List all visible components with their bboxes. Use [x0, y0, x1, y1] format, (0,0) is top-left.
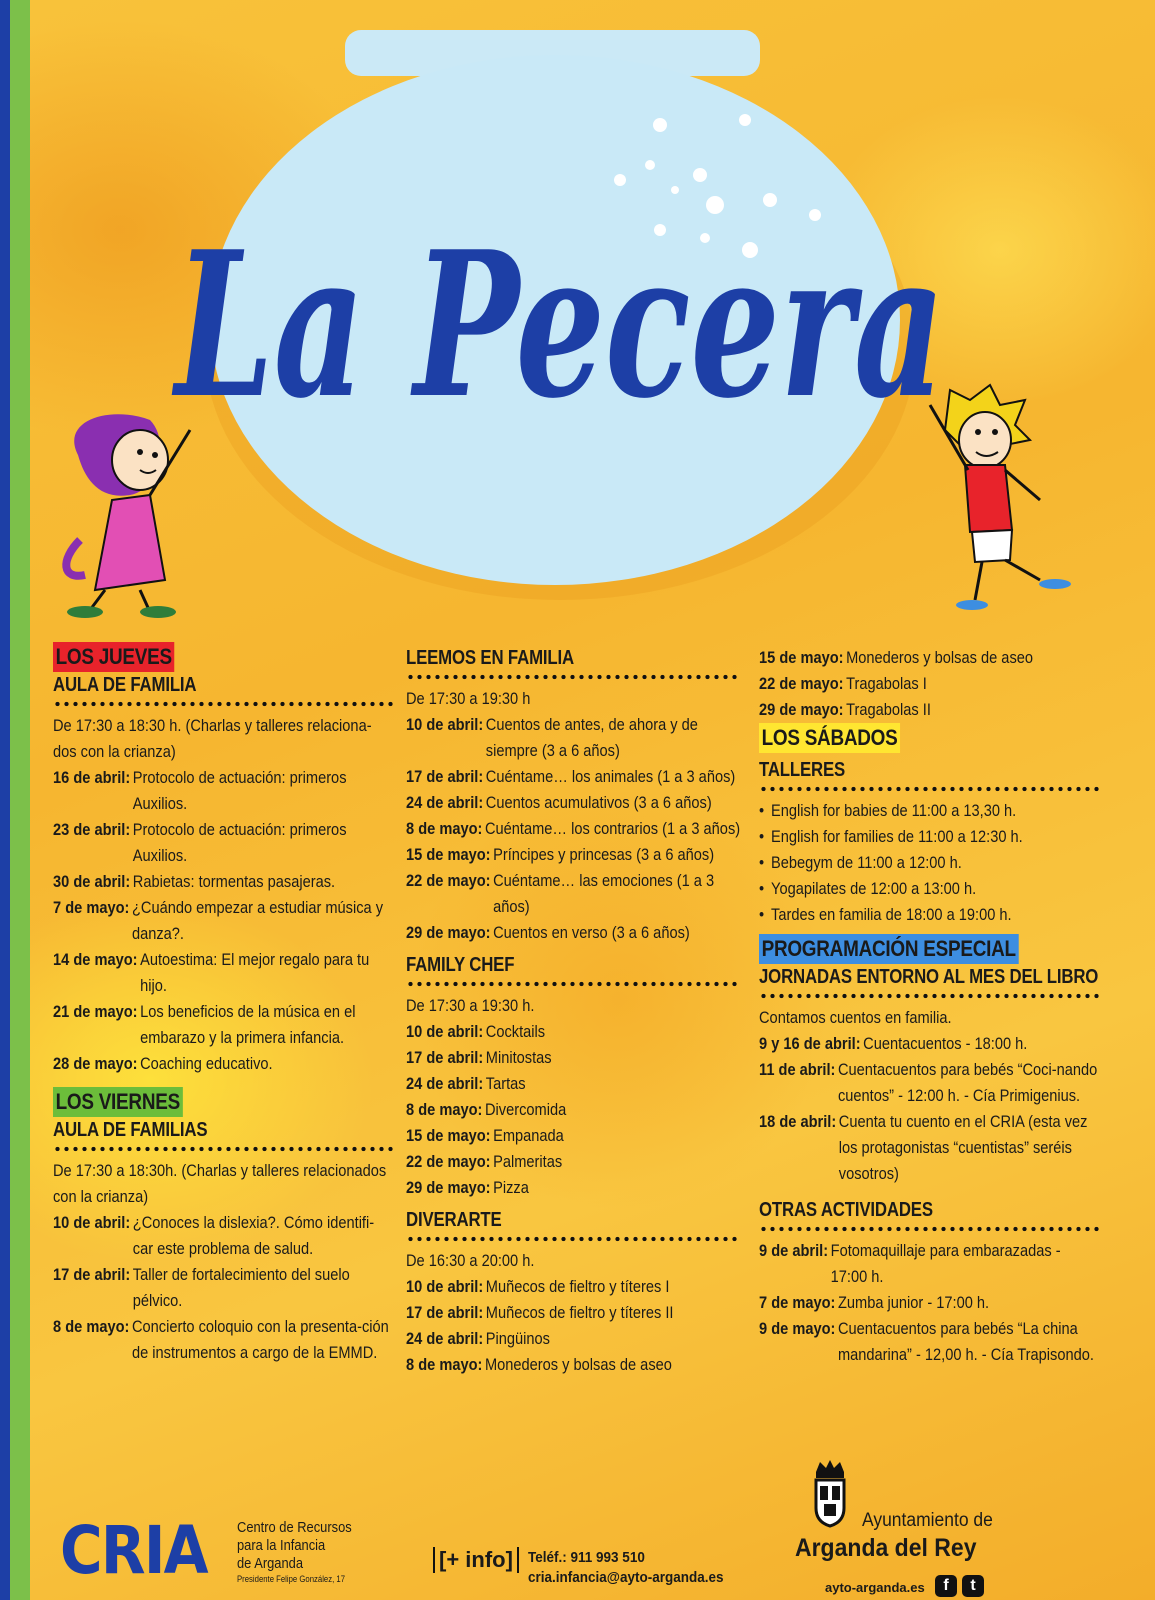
- coat-of-arms-icon: [810, 1458, 850, 1530]
- list-item: [406, 868, 740, 920]
- list-item: [53, 869, 392, 895]
- schedule-note: Contamos cuentos en familia.: [759, 1008, 952, 1027]
- column-left: [53, 642, 393, 1366]
- entry-date: 15 de mayo:: [759, 648, 844, 667]
- column-middle: [406, 645, 741, 1378]
- tag-los-jueves: LOS JUEVES: [53, 642, 174, 672]
- entry-date: 22 de mayo:: [406, 1152, 491, 1171]
- entry-date: 7 de mayo:: [759, 1293, 836, 1312]
- subhead-family-chef: FAMILY CHEF: [406, 954, 515, 976]
- entry-date: 22 de mayo:: [406, 871, 491, 890]
- dotted-divider: [406, 1236, 741, 1242]
- entry-text: Los beneficios de la música en el embarazo y la primera infancia.: [140, 1002, 356, 1047]
- entry-date: 10 de abril:: [406, 715, 484, 734]
- subhead-aula-de-familia: AULA DE FAMILIA: [53, 674, 197, 696]
- list-item: [53, 765, 392, 817]
- entry-text: Cuentacuentos - 18:00 h.: [863, 1034, 1028, 1053]
- list-item: [406, 1045, 740, 1071]
- list-item: [759, 1316, 1098, 1368]
- entry-date: 24 de abril:: [406, 1074, 484, 1093]
- entry-text: Minitostas: [485, 1048, 552, 1067]
- entry-list-jueves: [53, 765, 393, 1077]
- entry-date: 8 de mayo:: [406, 1100, 483, 1119]
- entry-list-especial: [759, 1031, 1099, 1187]
- entry-text: Cuentos acumulativos (3 a 6 años): [485, 793, 712, 812]
- dotted-divider: [759, 993, 1099, 999]
- list-item: [53, 1051, 392, 1077]
- entry-text: Divercomida: [484, 1100, 567, 1119]
- entry-date: 28 de mayo:: [53, 1054, 138, 1073]
- girl-character: [66, 414, 190, 618]
- cria-logo: CRIA: [60, 1512, 207, 1589]
- schedule-note: De 16:30 a 20:00 h.: [406, 1251, 535, 1270]
- list-item: • English for babies de 11:00 a 13,30 h.: [759, 798, 1098, 824]
- cria-line: Centro de Recursos: [237, 1519, 352, 1536]
- entry-text: Protocolo de actuación: primeros Auxilios.: [132, 768, 347, 813]
- list-item: [53, 895, 392, 947]
- dotted-divider: [406, 981, 741, 987]
- subhead-jornadas: JORNADAS ENTORNO AL MES DEL LIBRO: [759, 966, 1099, 988]
- entry-date: 11 de abril:: [759, 1060, 836, 1079]
- entry-text: Taller de fortalecimiento del suelo pélvico.: [132, 1265, 350, 1310]
- list-item: [759, 671, 1098, 697]
- dotted-divider: [759, 786, 1099, 792]
- subhead-aula-de-familias: AULA DE FAMILIAS: [53, 1119, 208, 1141]
- entry-date: 7 de mayo:: [53, 898, 130, 917]
- entry-date: 10 de abril:: [406, 1277, 484, 1296]
- entry-text: Cuentacuentos para bebés “Coci-nando cuentos” - 12:00 h. - Cía Primigenius.: [837, 1060, 1098, 1105]
- list-item: [406, 920, 740, 946]
- list-item: [406, 764, 740, 790]
- entry-text: Cocktails: [485, 1022, 546, 1041]
- bullet-list-sabados: [759, 798, 1099, 928]
- list-item: [406, 1300, 740, 1326]
- entry-list-diverarte-continued: [759, 645, 1099, 723]
- entry-text: Tartas: [485, 1074, 526, 1093]
- dotted-divider: [53, 701, 393, 707]
- entry-text: Tragabolas I: [846, 674, 927, 693]
- entry-date: 21 de mayo:: [53, 1002, 138, 1021]
- list-item: [406, 1175, 740, 1201]
- entry-list-leemos: [406, 712, 741, 946]
- list-item: [759, 645, 1098, 671]
- entry-text: Autoestima: El mejor regalo para tu hijo.: [140, 950, 370, 995]
- entry-text: Coaching educativo.: [140, 1054, 273, 1073]
- schedule-note: De 17:30 a 19:30 h: [406, 689, 531, 708]
- list-item: [53, 817, 392, 869]
- subhead-talleres: TALLERES: [759, 759, 846, 781]
- entry-date: 30 de abril:: [53, 872, 131, 891]
- entry-text: Monederos y bolsas de aseo: [484, 1355, 672, 1374]
- list-item: [759, 697, 1098, 723]
- list-item: [406, 790, 740, 816]
- list-item: [406, 816, 740, 842]
- list-item: [406, 712, 740, 764]
- cria-line: de Arganda: [237, 1555, 304, 1572]
- entry-text: Protocolo de actuación: primeros Auxilios.: [132, 820, 347, 865]
- entry-text: ¿Cuándo empezar a estudiar música y danza?.: [131, 898, 384, 943]
- list-item: • Tardes en familia de 18:00 a 19:00 h.: [759, 902, 1098, 928]
- entry-date: 10 de abril:: [53, 1213, 131, 1232]
- entry-text: Tragabolas II: [846, 700, 931, 719]
- entry-text: Palmeritas: [493, 1152, 563, 1171]
- entry-date: 16 de abril:: [53, 768, 131, 787]
- list-item: [406, 1352, 740, 1378]
- list-item: [53, 999, 392, 1051]
- website-link[interactable]: ayto-arganda.es: [825, 1580, 925, 1595]
- list-item: [53, 1210, 392, 1262]
- entry-text: Cuentos de antes, de ahora y de siempre (3 a 6 años): [485, 715, 698, 760]
- entry-date: 17 de abril:: [53, 1265, 131, 1284]
- entry-text: Cuéntame… los animales (1 a 3 años): [485, 767, 736, 786]
- entry-text: Fotomaquillaje para embarazadas - 17:00 h.: [830, 1241, 1061, 1286]
- entry-text: Zumba junior - 17:00 h.: [837, 1293, 990, 1312]
- entry-text: ¿Conoces la dislexia?. Cómo identifi-car este problema de salud.: [132, 1213, 375, 1258]
- entry-text: Pizza: [493, 1178, 529, 1197]
- schedule-note: De 17:30 a 19:30 h.: [406, 996, 535, 1015]
- dotted-divider: [759, 1226, 1099, 1232]
- entry-text: Cuentacuentos para bebés “La china mandarina” - 12,00 h. - Cía Trapisondo.: [837, 1319, 1094, 1364]
- entry-date: 14 de mayo:: [53, 950, 138, 969]
- entry-text: Muñecos de fieltro y títeres II: [485, 1303, 674, 1322]
- column-right: [759, 645, 1099, 1368]
- fishbowl-illustration: [0, 0, 1155, 640]
- entry-date: 9 y 16 de abril:: [759, 1034, 861, 1053]
- list-item: [53, 1314, 392, 1366]
- title: La Pecera: [171, 208, 945, 443]
- dotted-divider: [406, 674, 741, 680]
- ayuntamiento-label: Ayuntamiento de: [862, 1510, 993, 1531]
- dotted-divider: [53, 1146, 393, 1152]
- list-item: [406, 842, 740, 868]
- entry-text: Concierto coloquio con la presenta-ción de instrumentos a cargo de la EMMD.: [131, 1317, 389, 1362]
- entry-date: 8 de mayo:: [53, 1317, 130, 1336]
- facebook-icon[interactable]: f: [935, 1575, 957, 1597]
- entry-date: 15 de mayo:: [406, 1126, 491, 1145]
- city-name: Arganda del Rey: [795, 1534, 977, 1562]
- list-item: [406, 1071, 740, 1097]
- list-item: [759, 1109, 1098, 1187]
- twitter-icon[interactable]: t: [962, 1575, 984, 1597]
- entry-date: 9 de mayo:: [759, 1319, 836, 1338]
- schedule-note: De 17:30 a 18:30 h. (Charlas y talleres relaciona-dos con la crianza): [53, 716, 372, 761]
- entry-date: 22 de mayo:: [759, 674, 844, 693]
- list-item: [406, 1274, 740, 1300]
- entry-text: Pingüinos: [485, 1329, 550, 1348]
- subhead-leemos-en-familia: LEEMOS EN FAMILIA: [406, 647, 574, 669]
- cria-line: para la Infancia: [237, 1537, 326, 1554]
- boy-character: [930, 385, 1071, 610]
- list-item: [406, 1149, 740, 1175]
- entry-date: 8 de mayo:: [406, 819, 483, 838]
- entry-text: Empanada: [493, 1126, 564, 1145]
- list-item: [406, 1097, 740, 1123]
- list-item: • Bebegym de 11:00 a 12:00 h.: [759, 850, 1098, 876]
- entry-date: 18 de abril:: [759, 1112, 837, 1131]
- subhead-otras-actividades: OTRAS ACTIVIDADES: [759, 1199, 933, 1221]
- entry-text: Cuéntame… los contrarios (1 a 3 años): [484, 819, 741, 838]
- tag-los-viernes: LOS VIERNES: [53, 1087, 183, 1117]
- subhead-diverarte: DIVERARTE: [406, 1209, 502, 1231]
- entry-date: 17 de abril:: [406, 767, 484, 786]
- entry-date: 8 de mayo:: [406, 1355, 483, 1374]
- entry-text: Cuenta tu cuento en el CRIA (esta vez los protagonistas “cuentistas” seréis vosotros): [838, 1112, 1088, 1183]
- more-info-label: [+ info]: [433, 1547, 519, 1573]
- entry-date: 23 de abril:: [53, 820, 131, 839]
- list-item: [406, 1019, 740, 1045]
- entry-text: Muñecos de fieltro y títeres I: [485, 1277, 670, 1296]
- entry-date: 24 de abril:: [406, 1329, 484, 1348]
- entry-date: 15 de mayo:: [406, 845, 491, 864]
- entry-date: 29 de mayo:: [406, 923, 491, 942]
- entry-text: Cuéntame… las emociones (1 a 3 años): [493, 871, 715, 916]
- entry-date: 17 de abril:: [406, 1303, 484, 1322]
- tag-programacion-especial: PROGRAMACIÓN ESPECIAL: [759, 934, 1018, 964]
- phone: Teléf.: 911 993 510: [528, 1549, 645, 1566]
- entry-text: Rabietas: tormentas pasajeras.: [132, 872, 336, 891]
- list-item: [406, 1123, 740, 1149]
- entry-date: 24 de abril:: [406, 793, 484, 812]
- email-link[interactable]: cria.infancia@ayto-arganda.es: [528, 1569, 724, 1586]
- entry-list-viernes: [53, 1210, 393, 1366]
- list-item: [53, 947, 392, 999]
- list-item: [759, 1290, 1098, 1316]
- entry-text: Príncipes y princesas (3 a 6 años): [493, 845, 715, 864]
- entry-list-chef: [406, 1019, 741, 1201]
- list-item: [759, 1031, 1098, 1057]
- entry-date: 9 de abril:: [759, 1241, 829, 1260]
- list-item: [759, 1057, 1098, 1109]
- entry-list-otras: [759, 1238, 1099, 1368]
- schedule-note: De 17:30 a 18:30h. (Charlas y talleres relacionados con la crianza): [53, 1161, 387, 1206]
- list-item: [759, 1238, 1098, 1290]
- entry-date: 29 de mayo:: [406, 1178, 491, 1197]
- entry-text: Cuentos en verso (3 a 6 años): [493, 923, 690, 942]
- contact-info: [528, 1548, 723, 1588]
- entry-date: 17 de abril:: [406, 1048, 484, 1067]
- entry-date: 10 de abril:: [406, 1022, 484, 1041]
- tag-los-sabados: LOS SÁBADOS: [759, 723, 900, 753]
- entry-text: Monederos y bolsas de aseo: [846, 648, 1034, 667]
- list-item: • Yogapilates de 12:00 a 13:00 h.: [759, 876, 1098, 902]
- list-item: [53, 1262, 392, 1314]
- list-item: [406, 1326, 740, 1352]
- cria-address: Presidente Felipe González, 17: [237, 1574, 345, 1584]
- list-item: • English for families de 11:00 a 12:30 h.: [759, 824, 1098, 850]
- entry-date: 29 de mayo:: [759, 700, 844, 719]
- cria-description: [237, 1519, 352, 1585]
- entry-list-diverarte: [406, 1274, 741, 1378]
